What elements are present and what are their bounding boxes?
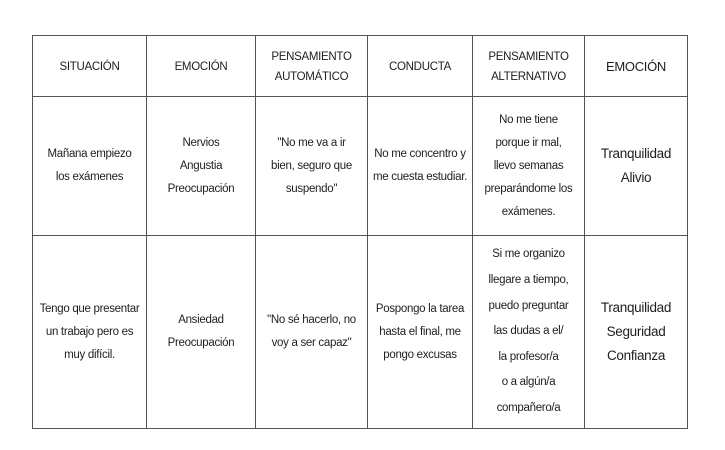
cell-line: No me concentro y (374, 148, 466, 160)
table-row (33, 236, 688, 429)
cell-line: los exámenes (55, 171, 124, 183)
cell-line: me cuesta estudiar. (372, 171, 468, 183)
header-conducta (368, 36, 473, 97)
cell-emocion-final (585, 236, 688, 429)
header-line: SITUACIÓN (59, 61, 120, 73)
header-pensamiento-alternativo (473, 36, 585, 97)
cell-line: pongo excusas (383, 348, 457, 361)
cell-line: exámenes. (501, 205, 556, 218)
header-line: EMOCIÓN (605, 59, 666, 74)
header-pensamiento-automatico (256, 36, 368, 97)
header-line: PENSAMIENTO (271, 51, 352, 63)
cell-emocion (147, 97, 256, 236)
header-emocion (147, 36, 256, 97)
cell-situacion (33, 97, 147, 236)
header-row (33, 36, 688, 97)
cell-line: "No sé hacerlo, no (267, 314, 356, 326)
cell-line: Preocupación (167, 182, 235, 195)
header-line: ALTERNATIVO (491, 71, 566, 83)
cell-line: Mañana empiezo (47, 148, 132, 160)
cell-line: No me tiene (499, 113, 558, 126)
header-line: CONDUCTA (389, 61, 451, 73)
cell-line: puedo preguntar (488, 299, 569, 312)
cell-line: un trabajo pero es (45, 325, 134, 338)
cell-line: bien, seguro que (271, 159, 352, 172)
cell-line: Alivio (620, 170, 652, 185)
cell-line: compañero/a (496, 401, 561, 414)
cell-line: Tengo que presentar (39, 302, 140, 315)
cell-conducta (368, 97, 473, 236)
cell-line: la profesor/a (498, 350, 559, 363)
header-emocion-final (585, 36, 688, 97)
cell-emocion (147, 236, 256, 429)
cell-line: voy a ser capaz" (271, 337, 352, 349)
cell-pensamiento-alternativo (473, 97, 585, 236)
header-line: EMOCIÓN (174, 61, 228, 73)
cell-pensamiento-automatico (256, 236, 368, 429)
cell-line: Ansiedad (178, 314, 224, 326)
cell-line: Angustia (179, 159, 223, 172)
cell-line: Tranquilidad (600, 300, 672, 315)
cell-line: llevo semanas (493, 159, 564, 172)
cell-pensamiento-automatico (256, 97, 368, 236)
cell-line: Seguridad (606, 324, 666, 339)
cell-line: suspendo" (285, 182, 338, 195)
thought-record-table (32, 35, 688, 429)
cell-line: porque ir mal, (495, 136, 562, 149)
cell-line: Nervios (182, 136, 220, 149)
table-row (33, 97, 688, 236)
cell-line: "No me va a ir (277, 136, 346, 149)
cell-line: Preocupación (167, 337, 235, 349)
header-situacion (33, 36, 147, 97)
cell-line: Confianza (606, 348, 666, 363)
cell-line: preparándome los (484, 182, 573, 195)
cell-line: muy difícil. (64, 348, 115, 361)
cell-line: hasta el final, me (379, 325, 461, 338)
header-line: AUTOMÁTICO (274, 71, 349, 83)
cell-line: Pospongo la tarea (375, 302, 465, 315)
cell-line: las dudas a el/ (493, 325, 564, 338)
cell-conducta (368, 236, 473, 429)
cell-line: llegare a tiempo, (488, 274, 569, 287)
cell-situacion (33, 236, 147, 429)
cell-emocion-final (585, 97, 688, 236)
cell-pensamiento-alternativo (473, 236, 585, 429)
thought-record-table-container (32, 35, 687, 429)
cell-line: Si me organizo (492, 248, 565, 261)
cell-line: Tranquilidad (600, 146, 672, 161)
cell-line: o a algún/a (501, 376, 556, 389)
header-line: PENSAMIENTO (488, 51, 569, 63)
